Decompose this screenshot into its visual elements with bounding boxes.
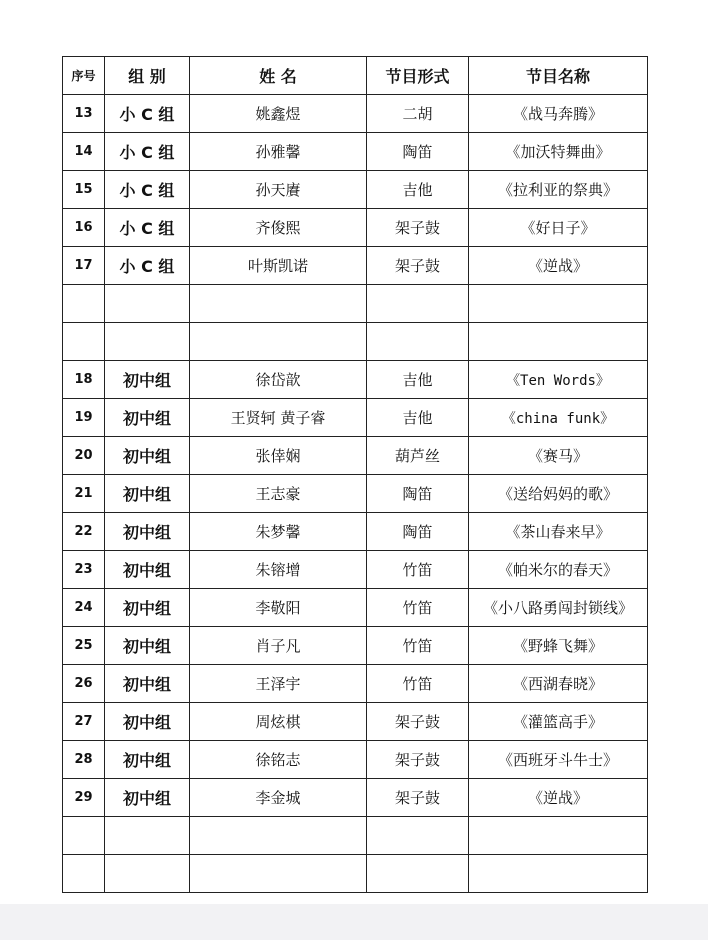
cell-seq: 24 xyxy=(63,589,105,627)
cell-name: 王贤轲 黄子睿 xyxy=(190,399,367,437)
cell-title: 《逆战》 xyxy=(469,247,648,285)
cell-group: 初中组 xyxy=(105,703,190,741)
table-row xyxy=(63,95,648,133)
table-row xyxy=(63,475,648,513)
cell-title: 《Ten Words》 xyxy=(469,361,648,399)
cell-form xyxy=(367,285,469,323)
cell-group: 初中组 xyxy=(105,475,190,513)
cell-title: 《西班牙斗牛士》 xyxy=(469,741,648,779)
cell-seq xyxy=(63,817,105,855)
cell-form: 架子鼓 xyxy=(367,247,469,285)
cell-seq: 23 xyxy=(63,551,105,589)
cell-title: 《拉利亚的祭典》 xyxy=(469,171,648,209)
cell-form: 陶笛 xyxy=(367,513,469,551)
cell-group: 初中组 xyxy=(105,399,190,437)
cell-group: 初中组 xyxy=(105,361,190,399)
cell-form: 竹笛 xyxy=(367,627,469,665)
cell-group xyxy=(105,855,190,893)
table-row xyxy=(63,741,648,779)
cell-seq xyxy=(63,323,105,361)
cell-name: 孙天賡 xyxy=(190,171,367,209)
cell-group: 初中组 xyxy=(105,741,190,779)
table-row xyxy=(63,285,648,323)
cell-group: 小 C 组 xyxy=(105,209,190,247)
table-row xyxy=(63,665,648,703)
cell-title: 《西湖春晓》 xyxy=(469,665,648,703)
cell-title: 《茶山春来早》 xyxy=(469,513,648,551)
table-header-row xyxy=(63,57,648,95)
cell-group: 小 C 组 xyxy=(105,247,190,285)
cell-group: 初中组 xyxy=(105,665,190,703)
table-row xyxy=(63,589,648,627)
cell-name: 周炫棋 xyxy=(190,703,367,741)
cell-seq: 19 xyxy=(63,399,105,437)
cell-group xyxy=(105,323,190,361)
cell-seq: 28 xyxy=(63,741,105,779)
cell-group: 初中组 xyxy=(105,551,190,589)
cell-title: 《野蜂飞舞》 xyxy=(469,627,648,665)
table-row xyxy=(63,703,648,741)
cell-seq: 22 xyxy=(63,513,105,551)
cell-form xyxy=(367,855,469,893)
cell-seq: 14 xyxy=(63,133,105,171)
table-row xyxy=(63,551,648,589)
cell-group: 初中组 xyxy=(105,779,190,817)
cell-name: 叶斯凯诺 xyxy=(190,247,367,285)
cell-title: 《加沃特舞曲》 xyxy=(469,133,648,171)
cell-name xyxy=(190,817,367,855)
cell-title: 《逆战》 xyxy=(469,779,648,817)
cell-seq: 16 xyxy=(63,209,105,247)
cell-group xyxy=(105,285,190,323)
cell-form: 竹笛 xyxy=(367,589,469,627)
cell-seq: 21 xyxy=(63,475,105,513)
cell-seq: 27 xyxy=(63,703,105,741)
cell-seq: 29 xyxy=(63,779,105,817)
cell-seq: 25 xyxy=(63,627,105,665)
cell-group: 初中组 xyxy=(105,437,190,475)
table-row xyxy=(63,323,648,361)
cell-name: 张倖娴 xyxy=(190,437,367,475)
cell-seq xyxy=(63,285,105,323)
cell-title: 《赛马》 xyxy=(469,437,648,475)
cell-title: 《送给妈妈的歌》 xyxy=(469,475,648,513)
cell-form: 吉他 xyxy=(367,361,469,399)
table-row xyxy=(63,361,648,399)
table-row xyxy=(63,209,648,247)
cell-title: 《帕米尔的春天》 xyxy=(469,551,648,589)
table-row xyxy=(63,627,648,665)
cell-seq: 20 xyxy=(63,437,105,475)
cell-name: 孙雅馨 xyxy=(190,133,367,171)
cell-form: 陶笛 xyxy=(367,133,469,171)
cell-group: 小 C 组 xyxy=(105,171,190,209)
cell-name: 朱梦馨 xyxy=(190,513,367,551)
table-row xyxy=(63,855,648,893)
cell-name xyxy=(190,323,367,361)
table-row xyxy=(63,437,648,475)
cell-form xyxy=(367,323,469,361)
cell-form: 二胡 xyxy=(367,95,469,133)
header-title: 节目名称 xyxy=(469,57,648,95)
cell-form: 葫芦丝 xyxy=(367,437,469,475)
cell-name xyxy=(190,285,367,323)
table-row xyxy=(63,247,648,285)
cell-seq: 17 xyxy=(63,247,105,285)
header-name: 姓 名 xyxy=(190,57,367,95)
cell-name: 徐岱歆 xyxy=(190,361,367,399)
cell-group: 初中组 xyxy=(105,589,190,627)
cell-name: 朱镕增 xyxy=(190,551,367,589)
cell-title xyxy=(469,323,648,361)
cell-name: 姚鑫煜 xyxy=(190,95,367,133)
cell-seq: 18 xyxy=(63,361,105,399)
cell-group: 初中组 xyxy=(105,627,190,665)
cell-group: 小 C 组 xyxy=(105,133,190,171)
cell-form: 吉他 xyxy=(367,399,469,437)
cell-name: 王泽宇 xyxy=(190,665,367,703)
table-row xyxy=(63,779,648,817)
cell-name: 肖子凡 xyxy=(190,627,367,665)
cell-form: 架子鼓 xyxy=(367,703,469,741)
program-table xyxy=(62,56,648,893)
cell-title xyxy=(469,855,648,893)
cell-form: 架子鼓 xyxy=(367,209,469,247)
cell-title xyxy=(469,285,648,323)
cell-form: 竹笛 xyxy=(367,551,469,589)
cell-name: 齐俊熙 xyxy=(190,209,367,247)
cell-title: 《小八路勇闯封锁线》 xyxy=(469,589,648,627)
table-row xyxy=(63,513,648,551)
cell-seq: 26 xyxy=(63,665,105,703)
cell-name: 王志豪 xyxy=(190,475,367,513)
table-row xyxy=(63,399,648,437)
header-group: 组 别 xyxy=(105,57,190,95)
header-form: 节目形式 xyxy=(367,57,469,95)
cell-seq: 15 xyxy=(63,171,105,209)
cell-title: 《灌篮高手》 xyxy=(469,703,648,741)
cell-name: 李敬阳 xyxy=(190,589,367,627)
cell-name: 李金城 xyxy=(190,779,367,817)
cell-form: 陶笛 xyxy=(367,475,469,513)
bottom-gray-band xyxy=(0,904,708,940)
cell-seq: 13 xyxy=(63,95,105,133)
cell-form: 吉他 xyxy=(367,171,469,209)
cell-group xyxy=(105,817,190,855)
cell-group: 初中组 xyxy=(105,513,190,551)
cell-title xyxy=(469,817,648,855)
cell-title: 《china funk》 xyxy=(469,399,648,437)
cell-title: 《战马奔腾》 xyxy=(469,95,648,133)
cell-seq xyxy=(63,855,105,893)
cell-name: 徐铭志 xyxy=(190,741,367,779)
cell-title: 《好日子》 xyxy=(469,209,648,247)
cell-form: 架子鼓 xyxy=(367,741,469,779)
cell-name xyxy=(190,855,367,893)
cell-form xyxy=(367,817,469,855)
table-row xyxy=(63,133,648,171)
table-row xyxy=(63,171,648,209)
header-seq: 序号 xyxy=(63,57,105,95)
cell-form: 架子鼓 xyxy=(367,779,469,817)
table-row xyxy=(63,817,648,855)
cell-form: 竹笛 xyxy=(367,665,469,703)
cell-group: 小 C 组 xyxy=(105,95,190,133)
